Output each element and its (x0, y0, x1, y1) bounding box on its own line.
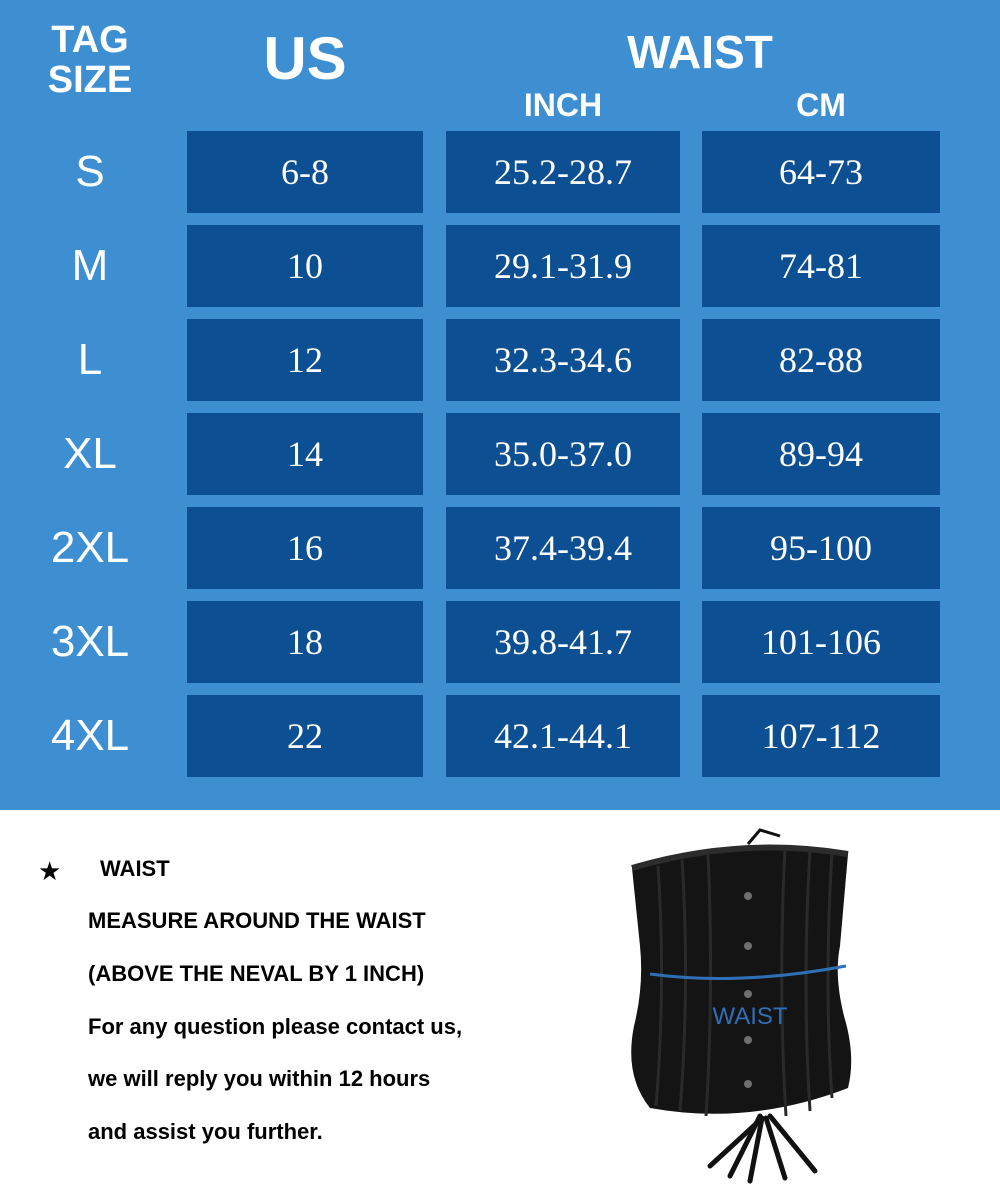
waist-inch-cell: 35.0-37.0 (446, 413, 680, 495)
waist-inch-cell: 37.4-39.4 (446, 507, 680, 589)
note-line: For any question please contact us, (88, 1014, 463, 1039)
tag-size-label: 4XL (50, 711, 130, 760)
us-size-cell: 18 (187, 601, 423, 683)
us-size-cell: 12 (187, 319, 423, 401)
header-tag-size: TAG SIZE (47, 19, 133, 101)
waist-inch-cell: 32.3-34.6 (446, 319, 680, 401)
note-line: MEASURE AROUND THE WAIST (88, 908, 426, 933)
waist-cm-cell: 89-94 (702, 413, 940, 495)
waist-cm-cell: 82-88 (702, 319, 940, 401)
tag-size-label: L (77, 335, 103, 384)
waist-inch-cell: 25.2-28.7 (446, 131, 680, 213)
waist-cm-cell: 101-106 (702, 601, 940, 683)
tag-size-label: 2XL (50, 523, 130, 572)
header-waist: WAIST (627, 26, 773, 78)
us-size-cell: 10 (187, 225, 423, 307)
waist-inch-cell: 39.8-41.7 (446, 601, 680, 683)
us-size-cell: 6-8 (187, 131, 423, 213)
waist-inch-cell: 42.1-44.1 (446, 695, 680, 777)
waist-cm-cell: 74-81 (702, 225, 940, 307)
waist-cm-cell: 95-100 (702, 507, 940, 589)
note-line: we will reply you within 12 hours (88, 1066, 431, 1091)
us-size-cell: 16 (187, 507, 423, 589)
header-inch: INCH (523, 87, 603, 123)
header-cm: CM (796, 87, 846, 123)
waist-cm-cell: 64-73 (702, 131, 940, 213)
waist-inch-cell: 29.1-31.9 (446, 225, 680, 307)
note-line: and assist you further. (88, 1119, 323, 1144)
note-title: WAIST (100, 856, 170, 881)
us-size-cell: 14 (187, 413, 423, 495)
note-line: (ABOVE THE NEVAL BY 1 INCH) (88, 961, 425, 986)
tag-size-label: 3XL (50, 617, 130, 666)
waist-label: WAIST (712, 1003, 788, 1030)
tag-size-label: XL (63, 429, 117, 478)
waist-cm-cell: 107-112 (702, 695, 940, 777)
header-us: US (263, 25, 347, 92)
tag-size-label: S (75, 147, 105, 196)
us-size-cell: 22 (187, 695, 423, 777)
star-icon: ★ (38, 856, 62, 886)
tag-size-label: M (71, 241, 109, 290)
corset-illustration (610, 826, 870, 1186)
